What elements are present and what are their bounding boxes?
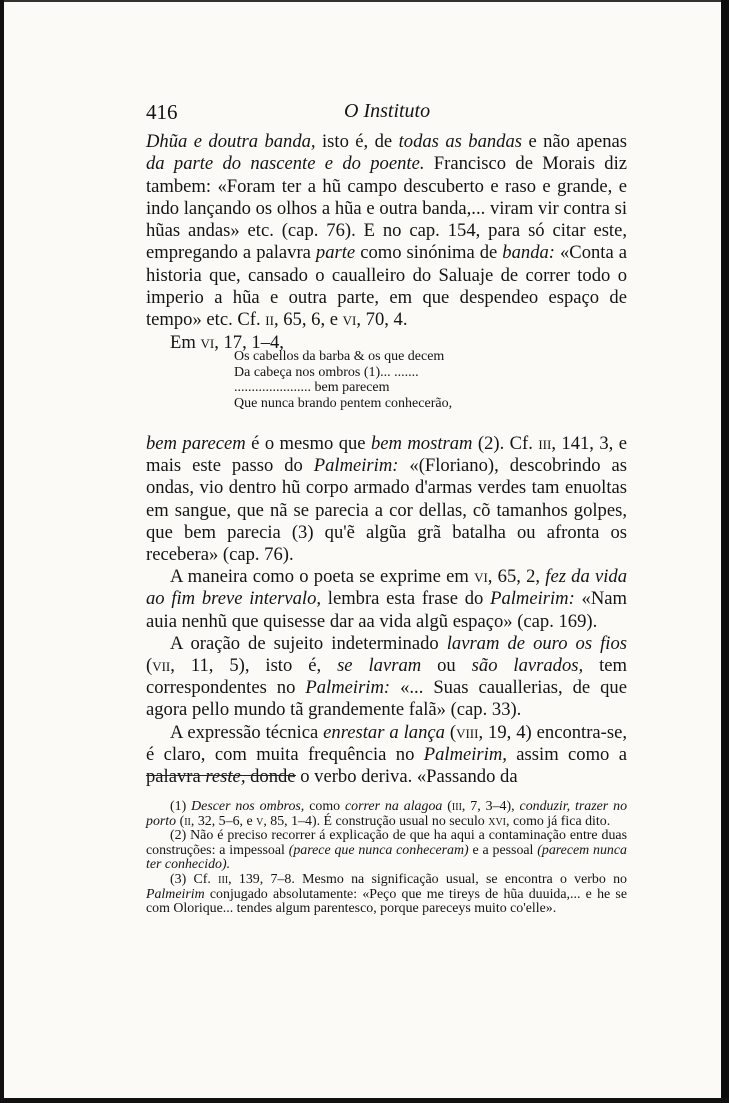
page-edge-right	[721, 0, 729, 1103]
text-run: , 17, 1–4,	[214, 331, 284, 353]
text-run: , 65, 2,	[487, 566, 546, 588]
roman-numeral: iii	[451, 799, 462, 814]
text-run: , 19, 4) encontra-se, é claro, com muita frequência no	[146, 721, 627, 765]
italic-text: Palmeirim	[146, 886, 205, 902]
page-edge-bottom	[0, 1098, 729, 1103]
verse-line: Os cabellos da barba & os que decem	[234, 349, 445, 364]
italic-text: da parte do nascente e do poente.	[146, 153, 425, 175]
text-run: (	[442, 799, 452, 814]
text-run: «Nam auia nenhũ que quisesse dar aa vida algũ espaço» (cap. 169).	[146, 588, 627, 632]
text-run: (	[176, 813, 185, 829]
text-run: Francisco de Morais diz tambem: «Foram ter a hũ campo descuberto e raso e grande, e indo lançando os olhos a hũa e outra banda,... viram vir contra si hũas andas» etc. (cap. 76). E no cap. 154, para só citar este, empregando a palavra	[146, 153, 628, 264]
italic-text: lavram de ouro os fios	[446, 632, 627, 654]
text-run: isto é, de	[315, 131, 399, 152]
text-run: lembra esta frase do	[321, 588, 491, 610]
text-run: e não apenas	[522, 131, 627, 152]
text-run: como	[304, 799, 346, 814]
italic-text: Palmeirim,	[423, 743, 507, 765]
text-run: conjugado absolutamente: «Peço que me tireys de hũa duuida,... e he se com Olorique... tendes algum parentesco, porque pareceys muito co'elle».	[146, 886, 627, 917]
page-number: 416	[146, 100, 178, 124]
verse-line: Da cabeça nos ombros (1)... .......	[234, 364, 419, 380]
italic-text: (parecem nunca ter conhecido).	[146, 842, 627, 873]
text-run: , 11, 5), isto é,	[170, 655, 338, 677]
page-edge-left	[0, 0, 4, 1103]
text-run: , 7, 3–4),	[461, 799, 520, 814]
roman-numeral: ii	[265, 309, 274, 331]
roman-numeral: iii	[538, 433, 552, 454]
text-run: «Conta a historia que, cansado o caualleiro do Saluaje de correr todo o imperio a hũa e outra parte, em que despendeo espaço de tempo» etc. Cf.	[146, 242, 627, 331]
text-run: e a pessoal	[468, 842, 538, 858]
italic-text: enrestar a lança	[323, 721, 445, 743]
italic-text: Palmeirim:	[490, 588, 575, 610]
footnote	[146, 800, 627, 829]
italic-text: Palmeirim:	[313, 455, 399, 477]
italic-text: correr na alagoa	[345, 799, 443, 814]
roman-numeral: ii	[184, 813, 191, 829]
verse-line: ...................... bem parecem	[234, 380, 390, 396]
roman-numeral: vi	[342, 309, 357, 331]
main-text-top	[146, 131, 627, 354]
text-run: é o mesmo que	[245, 433, 371, 454]
text-run: «... Suas cauallerias, de que agora pello mundo tã grandemente falã» (cap. 33).	[146, 677, 627, 721]
roman-numeral: vi	[474, 566, 488, 588]
text-run: (	[146, 655, 153, 677]
text-run: Em	[170, 331, 201, 353]
italic-text: fez da vida ao fim breve intervalo,	[146, 566, 628, 610]
italic-text: todas as bandas	[398, 131, 523, 152]
main-text-bottom	[146, 433, 627, 788]
running-title: O Instituto	[344, 100, 431, 122]
text-run: (2). Cf.	[472, 433, 539, 454]
italic-text: banda:	[502, 242, 555, 264]
text-run: , 85, 1–4). É construção usual no seculo	[263, 813, 489, 829]
italic-text: Palmeirim:	[305, 677, 391, 699]
text-run: (3) Cf.	[170, 871, 219, 887]
footnote	[146, 829, 627, 873]
text-run: A expressão técnica	[170, 721, 324, 743]
italic-text: se lavram	[337, 655, 422, 677]
italic-text: conduzir, trazer no porto	[146, 799, 628, 829]
text-run: (1)	[170, 799, 192, 814]
paragraph	[146, 433, 627, 566]
italic-text: Dhũa e doutra banda,	[146, 131, 316, 152]
footnote-separator	[146, 775, 296, 776]
text-run: como sinónima de	[355, 242, 503, 264]
text-run: A oração de sujeito indeterminado	[170, 632, 447, 654]
verse-line: Que nunca brando pentem conhecerão,	[234, 395, 453, 411]
footnote	[146, 873, 627, 917]
text-run: «(Floriano), descobrindo as ondas, vio dentro hũ corpo armado d'armas verdes tam enuoltas em sangue, que nã se parecia a cor dellas, cõ tamanhos golpes, que bem parecia (3) qu'ẽ algũa grã batalha ou afronta os recebera» (cap. 76).	[146, 455, 628, 566]
verse-quotation	[234, 349, 524, 411]
text-run: (2) Não é preciso recorrer á explicação de que ha aqui a contaminação entre duas construções: a impessoal	[146, 828, 627, 858]
italic-text: reste,	[205, 766, 246, 788]
text-run: , 70, 4.	[356, 309, 408, 331]
page-header	[146, 100, 626, 126]
text-run: , como já fica dito.	[506, 813, 611, 829]
text-run: , 141, 3, e mais este passo do	[146, 433, 627, 477]
text-run: donde o verbo deriva. «Passando da	[245, 766, 518, 788]
paragraph	[146, 633, 627, 722]
text-run: tem correspondentes no	[146, 655, 627, 699]
italic-text: bem mostram	[370, 433, 473, 454]
paragraph	[146, 566, 627, 633]
text-run: , 65, 6, e	[273, 309, 343, 331]
roman-numeral: vii	[152, 655, 171, 677]
text-run: A maneira como o poeta se exprime em	[170, 566, 475, 588]
roman-numeral: viii	[456, 721, 479, 743]
text-run: , 139, 7–8. Mesmo na significação usual, se encontra o verbo no	[228, 871, 627, 887]
page-edge-top	[0, 0, 729, 2]
roman-numeral: vi	[200, 331, 215, 353]
italic-text: Descer nos ombros,	[191, 799, 305, 814]
paragraph	[146, 722, 627, 789]
italic-text: são lavrados,	[471, 655, 584, 677]
italic-text: parte	[315, 242, 356, 264]
footnotes	[146, 800, 627, 917]
italic-text: (parece que nunca conheceram)	[288, 842, 469, 858]
text-run: (	[444, 721, 457, 743]
text-run: ou	[421, 655, 472, 677]
roman-numeral: v	[256, 813, 264, 829]
text-run: assim como a palavra	[146, 743, 627, 788]
roman-numeral: iii	[218, 871, 229, 887]
italic-text: bem parecem	[146, 433, 246, 454]
text-run: , 32, 5–6, e	[190, 813, 257, 829]
roman-numeral: xvi	[488, 813, 507, 829]
paragraph	[146, 131, 627, 332]
